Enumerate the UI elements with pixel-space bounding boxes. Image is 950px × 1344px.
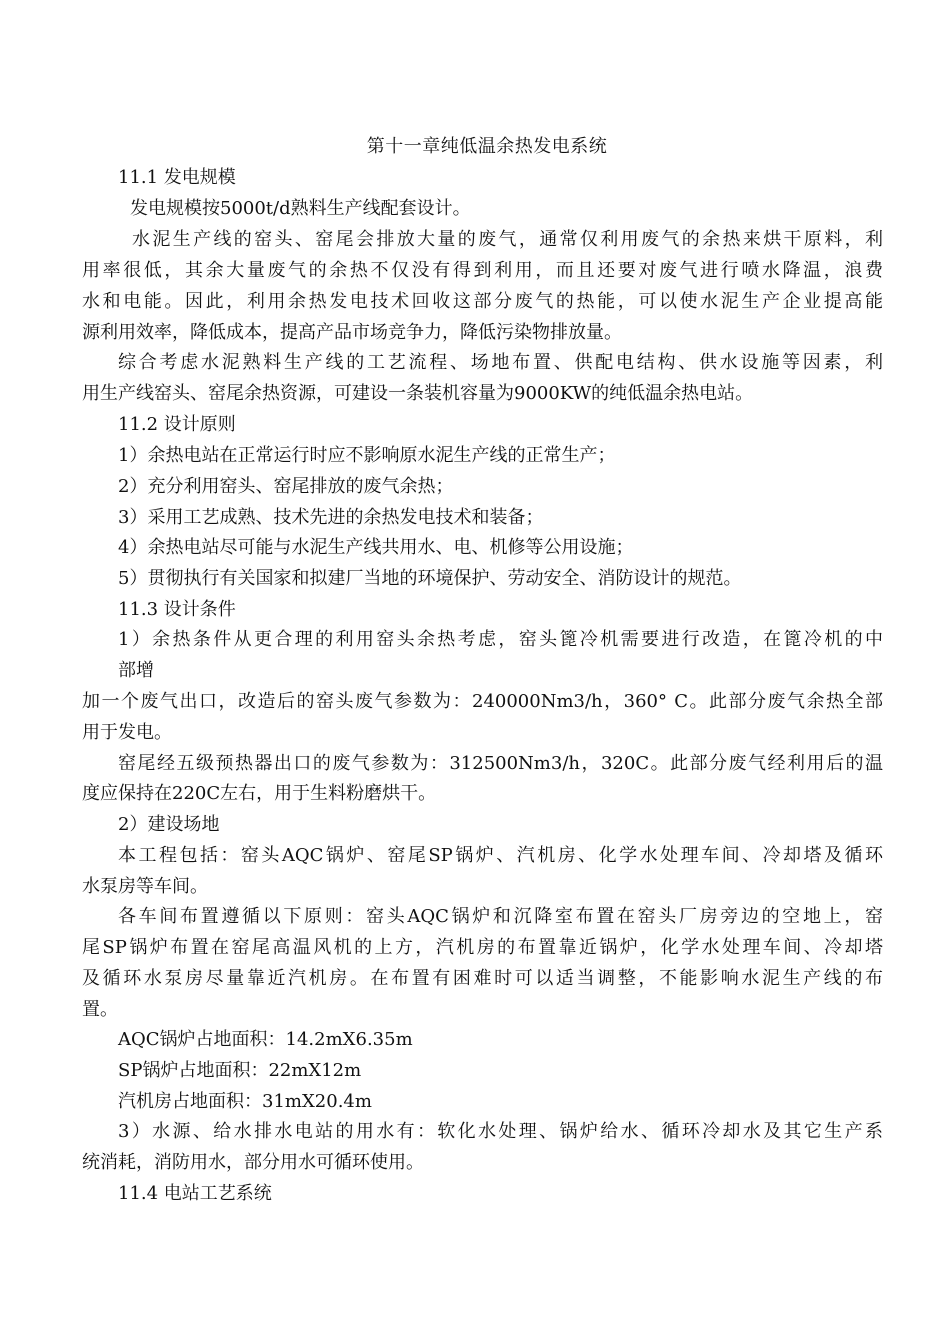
section-heading-11-2: 11.2 设计原则 [118, 414, 236, 435]
section-heading-11-4: 11.4 电站工艺系统 [118, 1183, 272, 1204]
paragraph-line: 水和电能。因此，利用余热发电技术回收这部分废气的热能，可以使水泥生产企业提高能 [82, 291, 883, 312]
area-line: SP锅炉占地面积：22mX12m [118, 1060, 362, 1081]
area-line: AQC锅炉占地面积：14.2mX6.35m [118, 1029, 413, 1050]
paragraph-line: 源利用效率，降低成本，提高产品市场竞争力，降低污染物排放量。 [82, 322, 622, 343]
chapter-title: 第十一章纯低温余热发电系统 [366, 136, 608, 157]
paragraph-line: 3）水源、给水排水电站的用水有：软化水处理、锅炉给水、循环冷却水及其它生产系 [118, 1121, 883, 1142]
paragraph-line: 用于发电。 [82, 722, 172, 743]
list-item: 3）采用工艺成熟、技术先进的余热发电技术和装备； [118, 507, 544, 528]
paragraph-line: 置。 [82, 999, 118, 1020]
list-item: 1）余热电站在正常运行时应不影响原水泥生产线的正常生产； [118, 445, 616, 466]
paragraph-line: 尾SP锅炉布置在窑尾高温风机的上方，汽机房的布置靠近锅炉，化学水处理车间、冷却塔 [82, 937, 883, 958]
section-heading-11-1: 11.1 发电规模 [118, 167, 236, 188]
paragraph-line: 及循环水泵房尽量靠近汽机房。在布置有困难时可以适当调整，不能影响水泥生产线的布 [82, 968, 883, 989]
paragraph-line: 各车间布置遵循以下原则：窑头AQC锅炉和沉降室布置在窑头厂房旁边的空地上，窑 [118, 906, 883, 927]
paragraph-line: 综合考虑水泥熟料生产线的工艺流程、场地布置、供配电结构、供水设施等因素，利 [118, 352, 883, 373]
paragraph-line: 水泵房等车间。 [82, 876, 208, 897]
subheading: 2）建设场地 [118, 814, 220, 835]
paragraph-line: 度应保持在220C左右，用于生料粉磨烘干。 [82, 783, 437, 804]
list-item: 4）余热电站尽可能与水泥生产线共用水、电、机修等公用设施； [118, 537, 634, 558]
paragraph-line: 用生产线窑头、窑尾余热资源，可建设一条装机容量为9000KW的纯低温余热电站。 [82, 383, 754, 404]
area-line: 汽机房占地面积：31mX20.4m [118, 1091, 372, 1112]
section-heading-11-3: 11.3 设计条件 [118, 599, 236, 620]
paragraph-line: 1）余热条件从更合理的利用窑头余热考虑，窑头篦冷机需要进行改造，在篦冷机的中 [118, 629, 883, 650]
paragraph-line: 窑尾经五级预热器出口的废气参数为：312500Nm3/h，320C。此部分废气经利用后的温 [118, 753, 883, 774]
paragraph-line: 发电规模按5000t/d熟料生产线配套设计。 [130, 198, 471, 219]
paragraph-line: 水泥生产线的窑头、窑尾会排放大量的废气，通常仅利用废气的余热来烘干原料，利 [132, 229, 883, 250]
paragraph-line: 本工程包括：窑头AQC锅炉、窑尾SP锅炉、汽机房、化学水处理车间、冷却塔及循环 [118, 845, 883, 866]
paragraph-line: 用率很低，其余大量废气的余热不仅没有得到利用，而且还要对废气进行喷水降温，浪费 [82, 260, 883, 281]
paragraph-line: 加一个废气出口，改造后的窑头废气参数为：240000Nm3/h，360° C。此部分废气余热全部 [82, 691, 883, 712]
paragraph-line: 部增 [118, 660, 154, 681]
list-item: 2）充分利用窑头、窑尾排放的废气余热； [118, 476, 454, 497]
list-item: 5）贯彻执行有关国家和拟建厂当地的环境保护、劳动安全、消防设计的规范。 [118, 568, 742, 589]
paragraph-line: 统消耗，消防用水，部分用水可循环使用。 [82, 1152, 424, 1173]
